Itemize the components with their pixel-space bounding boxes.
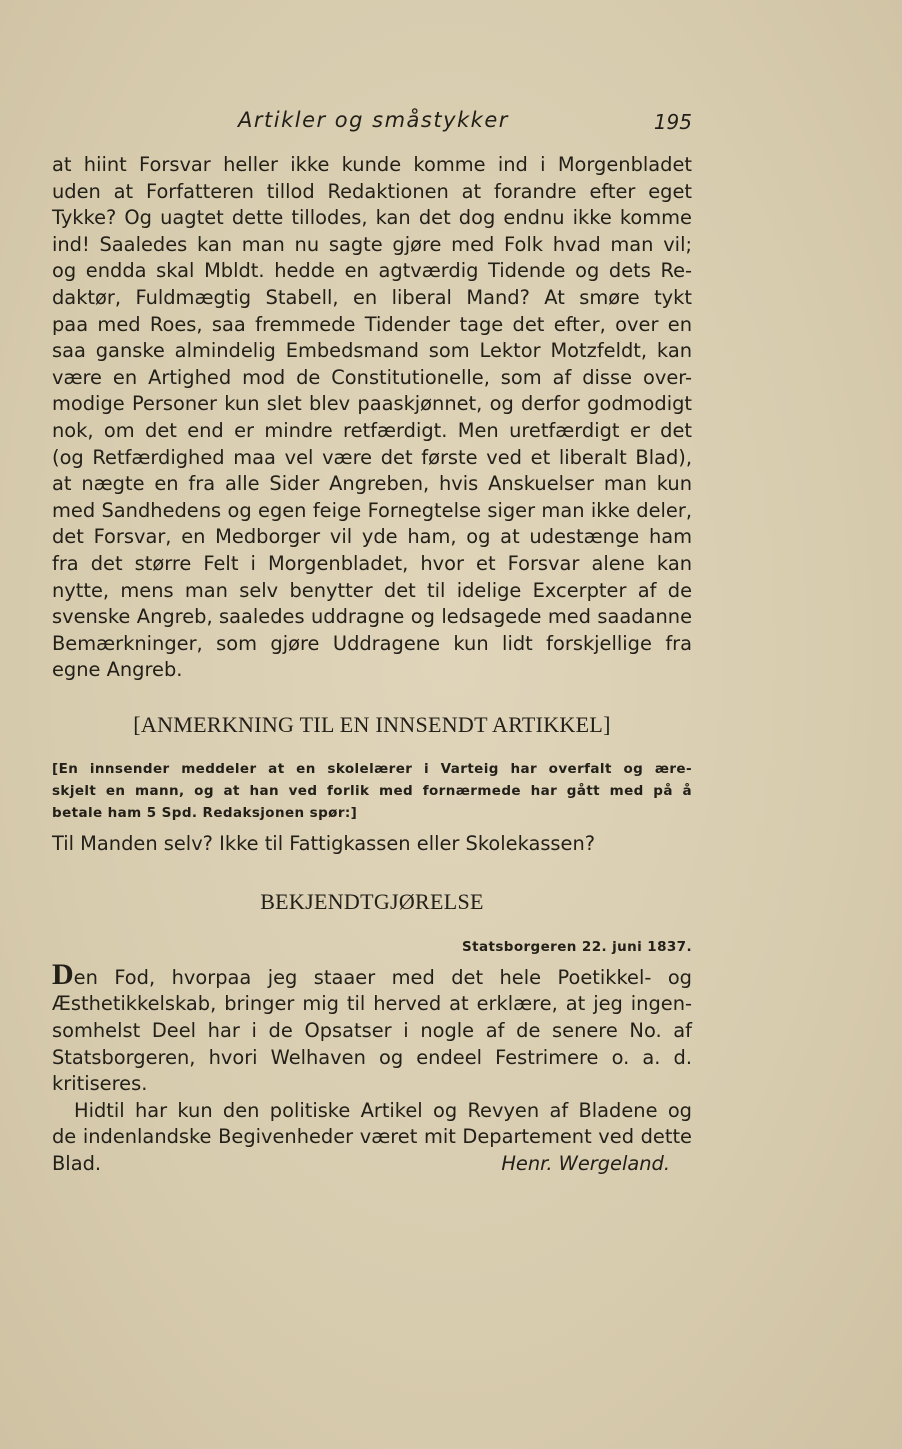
text-line: at hiint Forsvar heller ikke kunde komme ind i Morgenbladet bbox=[52, 153, 692, 176]
text-line: paa med Roes, saa fremmede Tidender tage det efter, over en bbox=[52, 312, 692, 336]
text-line: modige Personer kun slet blev paaskjønnet, og derfor godmodigt bbox=[52, 392, 692, 416]
text-line: fra det større Felt i Morgenbladet, hvor et Forsvar alene kan bbox=[52, 551, 692, 575]
announcement-body bbox=[52, 957, 692, 1178]
text-line: Bemærkninger, som gjøre Uddragene kun lidt forskjellige fra bbox=[52, 631, 692, 655]
text-line: Æsthetikkelskab, bringer mig til herved at erklære, at jeg ingen- bbox=[52, 992, 692, 1016]
text-line bbox=[52, 957, 692, 992]
text-line: at nægte en fra alle Sider Angreben, hvis Anskuelser man kun bbox=[52, 472, 692, 496]
note-line: skjelt en mann, og at han ved forlik med fornærmede har gått med på å bbox=[52, 782, 692, 799]
text-line: ind! Saaledes kan man nu sagte gjøre med Folk hvad man vil; bbox=[52, 232, 692, 256]
article-continuation bbox=[52, 152, 692, 684]
section-heading-anmerkning: [ANMERKNING TIL EN INNSENDT ARTIKKEL] bbox=[133, 711, 611, 737]
text-line: kritiseres. bbox=[52, 1072, 148, 1096]
book-page bbox=[52, 100, 692, 1178]
section-heading-bekjendtgjorelse: BEKJENDTGJØRELSE bbox=[260, 888, 484, 914]
text-line: (og Retfærdighed maa vel være det første ved et liberalt Blad), bbox=[52, 445, 692, 469]
text-line: de indenlandske Begivenheder været mit Departement ved dette bbox=[52, 1125, 692, 1149]
note-line: betale ham 5 Spd. Redaksjonen spør:] bbox=[52, 804, 358, 821]
question-line: Til Manden selv? Ikke til Fattigkassen eller Skolekassen? bbox=[52, 831, 596, 855]
author-signature: Henr. Wergeland. bbox=[501, 1152, 670, 1176]
text-line: nytte, mens man selv benytter det til idelige Excerpter af de bbox=[52, 578, 692, 602]
text-line: somhelst Deel har i de Opsatser i nogle af de senere No. af bbox=[52, 1019, 692, 1043]
signoff-line bbox=[52, 1151, 692, 1178]
editor-note bbox=[52, 758, 692, 824]
text-line: og endda skal Mbldt. hedde en agtværdig Tidende og dets Re- bbox=[52, 259, 692, 283]
text-line: det Forsvar, en Medborger vil yde ham, og at udestænge ham bbox=[52, 525, 692, 549]
text-line: Tykke? Og uagtet dette tillodes, kan det dog endnu ikke komme bbox=[52, 206, 692, 230]
text-line: Statsborgeren, hvori Welhaven og endeel Festrimere o. a. d. bbox=[52, 1045, 692, 1069]
text-line-rest: en Fod, hvorpaa jeg staaer med det hele Poetikkel- og bbox=[73, 965, 692, 989]
note-line: [En innsender meddeler at en skolelærer i Varteig har overfalt og ære- bbox=[52, 760, 692, 777]
text-line-end: Blad. bbox=[52, 1152, 102, 1176]
text-line: svenske Angreb, saaledes uddragne og ledsagede med saadanne bbox=[52, 605, 692, 629]
text-line: uden at Forfatteren tillod Redaktionen at forandre efter eget bbox=[52, 179, 692, 203]
text-line: saa ganske almindelig Embedsmand som Lektor Motzfeldt, kan bbox=[52, 339, 692, 363]
text-line: nok, om det end er mindre retfærdigt. Men uretfærdigt er det bbox=[52, 418, 692, 442]
running-title: Artikler og småstykker bbox=[238, 108, 509, 132]
text-line: med Sandhedens og egen feige Fornegtelse siger man ikke deler, bbox=[52, 498, 692, 522]
text-line: egne Angreb. bbox=[52, 658, 183, 682]
text-line: Hidtil har kun den politiske Artikel og Revyen af Bladene og bbox=[74, 1098, 692, 1122]
source-citation: Statsborgeren 22. juni 1837. bbox=[461, 938, 692, 955]
running-head bbox=[52, 100, 692, 140]
text-line: daktør, Fuldmægtig Stabell, en liberal Mand? At smøre tykt bbox=[52, 285, 692, 309]
text-line: være en Artighed mod de Constitutionelle, som af disse over- bbox=[52, 365, 692, 389]
drop-cap: D bbox=[52, 957, 74, 991]
page-number: 195 bbox=[653, 110, 692, 134]
